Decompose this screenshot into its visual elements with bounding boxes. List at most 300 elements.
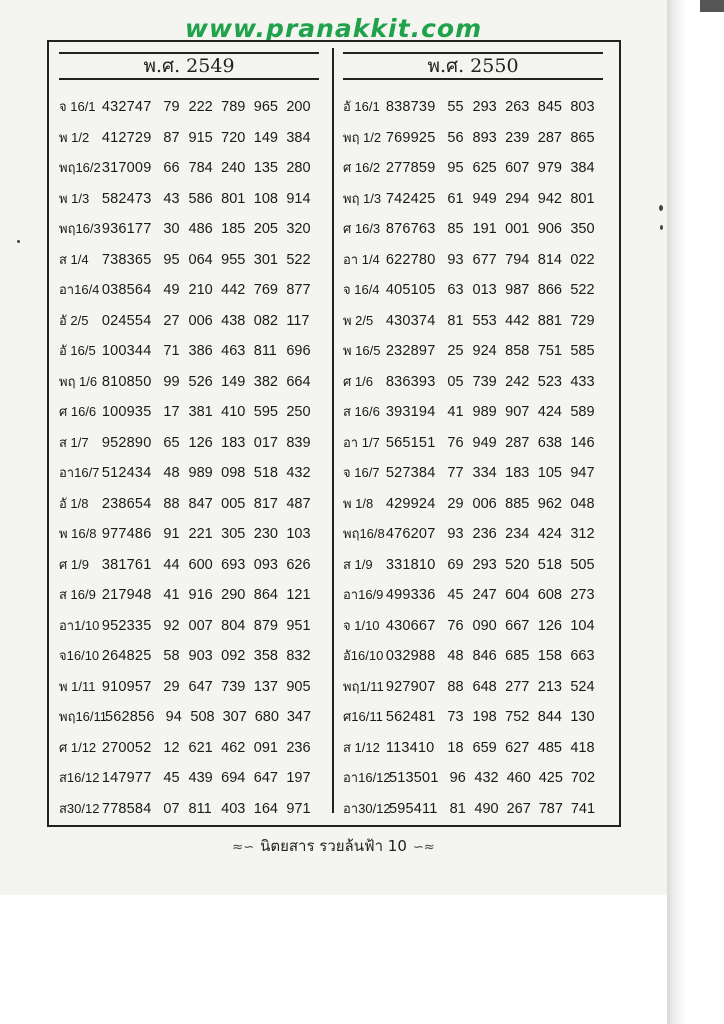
table-row [343,336,603,367]
first-prize: 232897 [385,343,436,359]
draw-date: ส 16/6 [343,404,380,419]
first-prize: 432747 [101,99,152,115]
last-two-digits: 85 [447,221,464,237]
back-three-1: 108 [253,190,278,207]
front-three-2: 667 [505,617,530,634]
back-three-1: 647 [253,770,278,786]
last-two-digits: 65 [163,434,180,451]
front-three-1: 811 [188,800,212,817]
last-two-digits: 91 [163,526,180,542]
back-three-2: 905 [286,678,311,695]
front-three-2: 240 [221,160,246,176]
front-three-2: 263 [505,99,530,115]
draw-date: ศ 1/9 [59,556,89,572]
front-three-1: 949 [472,190,497,207]
watermark[interactable]: www.pranakkit.com [184,14,483,43]
front-three-2: 462 [221,739,246,756]
front-three-2: 739 [221,678,246,695]
front-three-1: 247 [472,587,497,603]
front-three-1: 013 [472,282,497,298]
front-three-2: 955 [221,251,246,268]
table-row [59,519,319,550]
back-three-2: 130 [570,709,595,725]
front-three-2: 520 [505,556,530,573]
draw-date: พ 1/8 [343,495,374,511]
table-row [343,428,603,459]
back-three-2: 104 [570,617,595,634]
ornament-swirl-icon: ∽≈ [412,840,435,855]
last-two-digits: 48 [447,648,464,664]
front-three-1: 236 [472,526,497,542]
first-prize: 277859 [385,160,436,176]
first-prize: 582473 [101,190,152,207]
draw-date: จ 16/4 [343,282,380,297]
front-three-1: 222 [188,99,213,115]
back-three-2: 146 [570,434,595,451]
table-row [59,153,319,184]
results-rows [59,92,319,824]
first-prize: 429924 [385,495,436,512]
back-three-1: 424 [537,526,562,542]
results-column-2550 [343,52,603,824]
front-three-2: 403 [221,800,246,817]
front-three-1: 846 [472,648,497,664]
back-three-2: 121 [286,587,311,603]
first-prize: 952890 [101,434,152,451]
back-three-2: 914 [286,190,311,207]
front-three-1: 490 [474,800,499,817]
last-two-digits: 81 [447,312,464,329]
table-row [343,763,603,794]
front-three-1: 432 [474,770,499,786]
back-three-1: 091 [253,739,278,756]
front-three-1: 064 [188,251,213,268]
draw-date: อั 16/5 [59,343,96,358]
back-three-2: 524 [570,678,595,695]
back-three-2: 350 [570,221,595,237]
last-two-digits: 18 [447,739,464,756]
last-two-digits: 56 [447,129,464,146]
front-three-1: 989 [188,465,213,481]
last-two-digits: 25 [447,343,464,359]
last-two-digits: 49 [163,282,180,298]
front-three-1: 126 [188,434,213,451]
last-two-digits: 81 [449,800,466,817]
draw-date: ศ16/11 [343,709,383,724]
back-three-2: 103 [286,526,311,542]
front-three-1: 293 [472,99,497,115]
draw-date: จ 16/7 [343,465,380,480]
front-three-2: 463 [221,343,246,359]
draw-date: ส 1/12 [343,739,380,755]
table-row [59,672,319,703]
front-three-1: 007 [188,617,213,634]
front-three-2: 885 [505,495,530,512]
footer [0,834,667,858]
back-three-2: 585 [570,343,595,359]
front-three-2: 267 [506,800,531,817]
first-prize: 412729 [101,129,152,146]
first-prize: 238654 [101,495,152,512]
table-row [59,336,319,367]
front-three-2: 752 [505,709,530,725]
back-three-1: 137 [253,678,278,695]
first-prize: 527384 [385,465,436,481]
front-three-2: 794 [505,251,530,268]
first-prize: 270052 [101,739,152,756]
back-three-1: 105 [537,465,562,481]
front-three-1: 006 [472,495,497,512]
draw-date: อา 1/4 [343,251,380,267]
back-three-1: 017 [253,434,278,451]
back-three-1: 769 [253,282,278,298]
last-two-digits: 76 [447,434,464,451]
first-prize: 595411 [389,800,438,817]
draw-date: ศ 16/2 [343,160,381,175]
back-three-2: 273 [570,587,595,603]
last-two-digits: 48 [163,465,180,481]
back-three-1: 082 [253,312,278,329]
back-three-2: 384 [286,129,311,146]
last-two-digits: 94 [165,709,182,725]
front-three-2: 442 [505,312,530,329]
back-three-1: 680 [254,709,279,725]
front-three-1: 648 [472,678,497,695]
front-three-1: 198 [472,709,497,725]
first-prize: 562481 [385,709,436,725]
draw-date: อั 2/5 [59,312,89,328]
last-two-digits: 69 [447,556,464,573]
back-three-1: 382 [253,373,278,390]
back-three-2: 048 [570,495,595,512]
last-two-digits: 79 [163,99,180,115]
table-row [59,306,319,337]
back-three-2: 801 [570,190,595,207]
draw-date: อา1/10 [59,617,100,633]
last-two-digits: 71 [163,343,180,359]
back-three-1: 866 [537,282,562,298]
front-three-2: 149 [221,373,246,390]
back-three-2: 696 [286,343,311,359]
front-three-1: 989 [472,404,497,420]
last-two-digits: 41 [163,587,180,603]
back-three-2: 200 [286,99,311,115]
last-two-digits: 63 [447,282,464,298]
draw-date: พ 16/5 [343,343,381,358]
table-row [59,245,319,276]
first-prize: 927907 [385,678,436,695]
table-row [59,611,319,642]
first-prize: 113410 [385,739,435,756]
back-three-2: 663 [570,648,595,664]
front-three-2: 183 [505,465,530,481]
column-divider [332,48,334,813]
front-three-2: 685 [505,648,530,664]
back-three-2: 280 [286,160,311,176]
back-three-1: 811 [253,343,277,359]
first-prize: 622780 [385,251,436,268]
back-three-2: 505 [570,556,595,573]
back-three-1: 751 [537,343,562,359]
table-row [59,580,319,611]
back-three-2: 522 [286,251,311,268]
back-three-1: 523 [537,373,562,390]
front-three-2: 183 [221,434,246,451]
last-two-digits: 07 [163,800,180,817]
back-three-2: 971 [286,800,311,817]
table-row [59,184,319,215]
last-two-digits: 61 [447,190,464,207]
draw-date: อา16/12 [343,770,391,785]
draw-date: ส30/12 [59,800,100,816]
draw-date: ส 1/4 [59,251,89,267]
table-row [343,153,603,184]
table-row [59,214,319,245]
table-row [59,489,319,520]
back-three-2: 522 [570,282,595,298]
draw-date: พ 1/11 [59,678,96,694]
table-row [343,672,603,703]
table-row [343,611,603,642]
back-three-2: 877 [286,282,311,298]
first-prize: 778584 [101,800,152,817]
draw-date: พ 16/8 [59,526,97,541]
scan-speck [17,240,20,243]
table-row [343,397,603,428]
front-three-2: 092 [221,648,246,664]
front-three-2: 801 [221,190,246,207]
last-two-digits: 93 [447,251,464,268]
back-three-2: 839 [286,434,311,451]
first-prize: 038564 [101,282,152,298]
first-prize: 810850 [101,373,152,390]
draw-date: ส 1/7 [59,434,89,450]
back-three-1: 135 [253,160,278,176]
draw-date: พฤ16/8 [343,526,385,541]
last-two-digits: 41 [447,404,464,420]
table-row [343,550,603,581]
back-three-2: 664 [286,373,311,390]
back-three-1: 595 [253,404,278,420]
back-three-2: 741 [570,800,596,817]
table-row [343,306,603,337]
table-row [343,367,603,398]
back-three-1: 425 [538,770,563,786]
page-edge-mark [700,0,724,12]
table-row [343,794,603,825]
back-three-2: 626 [286,556,311,573]
draw-date: ศ 16/6 [59,404,97,419]
draw-date: อั16/10 [343,648,384,663]
front-three-2: 438 [221,312,246,329]
draw-date: ส16/12 [59,770,100,785]
first-prize: 100344 [101,343,152,359]
front-three-1: 739 [472,373,497,390]
table-row [59,763,319,794]
back-three-2: 947 [570,465,595,481]
front-three-1: 386 [188,343,213,359]
front-three-1: 949 [472,434,497,451]
first-prize: 405105 [385,282,436,298]
table-row [59,550,319,581]
back-three-1: 979 [537,160,562,176]
last-two-digits: 88 [447,678,464,695]
front-three-2: 287 [505,434,530,451]
table-row [59,397,319,428]
back-three-2: 312 [570,526,595,542]
front-three-1: 600 [188,556,213,573]
table-row [59,367,319,398]
back-three-1: 358 [253,648,278,664]
first-prize: 499336 [385,587,436,603]
front-three-2: 234 [505,526,530,542]
front-three-1: 293 [472,556,497,573]
draw-date: ส 1/9 [343,556,373,572]
table-row [59,458,319,489]
draw-date: จ16/10 [59,648,100,663]
table-row [59,275,319,306]
back-three-1: 485 [537,739,562,756]
back-three-2: 320 [286,221,311,237]
back-three-1: 906 [537,221,562,237]
last-two-digits: 43 [163,190,180,207]
draw-date: อั 16/1 [343,99,380,114]
back-three-1: 942 [537,190,562,207]
last-two-digits: 45 [163,770,180,786]
last-two-digits: 29 [163,678,180,695]
results-rows [343,92,603,824]
front-three-2: 804 [221,617,246,634]
last-two-digits: 73 [447,709,464,725]
last-two-digits: 44 [163,556,180,573]
first-prize: 977486 [101,526,152,542]
back-three-2: 803 [570,99,595,115]
table-row [59,641,319,672]
draw-date: จ 1/10 [343,617,380,633]
front-three-1: 210 [188,282,213,298]
draw-date: พฤ 1/2 [343,129,382,145]
draw-date: พฤ16/2 [59,160,101,175]
last-two-digits: 95 [447,160,464,176]
back-three-2: 589 [570,404,595,420]
back-three-1: 608 [537,587,562,603]
first-prize: 742425 [385,190,436,207]
draw-date: จ 16/1 [59,99,96,114]
footer-text: นิตยสาร รวยล้นฟ้า 10 [260,837,407,855]
first-prize: 100935 [101,404,152,420]
table-row [343,214,603,245]
front-three-2: 460 [506,770,531,786]
results-table-frame [47,40,621,827]
draw-date: พฤ 1/6 [59,373,98,389]
front-three-1: 903 [188,648,213,664]
last-two-digits: 99 [163,373,180,390]
scan-speck [660,225,663,230]
last-two-digits: 93 [447,526,464,542]
front-three-2: 694 [221,770,246,786]
table-row [59,702,319,733]
first-prize: 331810 [385,556,436,573]
front-three-2: 442 [221,282,246,298]
draw-date: อา30/12 [343,800,391,816]
back-three-2: 487 [286,495,311,512]
back-three-1: 965 [253,99,278,115]
back-three-2: 347 [286,709,312,725]
back-three-2: 729 [570,312,595,329]
back-three-1: 126 [537,617,562,634]
table-row [59,794,319,825]
back-three-2: 197 [286,770,311,786]
first-prize: 476207 [385,526,436,542]
front-three-1: 784 [188,160,213,176]
back-three-1: 149 [253,129,278,146]
last-two-digits: 55 [447,99,464,115]
page-edge-shadow [667,0,724,1024]
back-three-2: 418 [570,739,595,756]
last-two-digits: 12 [163,739,180,756]
results-column-2549 [59,52,319,824]
back-three-1: 864 [253,587,278,603]
table-row [59,92,319,123]
front-three-1: 659 [472,739,497,756]
back-three-2: 236 [286,739,311,756]
back-three-1: 879 [253,617,278,634]
last-two-digits: 17 [163,404,180,420]
draw-date: อา 1/7 [343,434,380,450]
front-three-1: 621 [188,739,213,756]
first-prize: 264825 [101,648,152,664]
front-three-1: 090 [472,617,497,634]
front-three-1: 334 [472,465,497,481]
back-three-1: 230 [253,526,278,542]
last-two-digits: 58 [163,648,180,664]
first-prize: 147977 [101,770,152,786]
back-three-2: 832 [286,648,311,664]
back-three-1: 213 [537,678,562,695]
table-row [343,702,603,733]
back-three-1: 301 [253,251,278,268]
front-three-1: 647 [188,678,213,695]
back-three-1: 845 [537,99,562,115]
table-row [343,275,603,306]
back-three-1: 844 [537,709,562,725]
front-three-1: 847 [188,495,213,512]
front-three-2: 305 [221,526,246,542]
table-row [59,733,319,764]
back-three-2: 702 [570,770,596,786]
last-two-digits: 05 [447,373,464,390]
front-three-2: 098 [221,465,246,481]
first-prize: 562856 [105,709,155,725]
front-three-1: 381 [188,404,213,420]
front-three-2: 627 [505,739,530,756]
draw-date: พฤ16/11 [59,709,108,724]
back-three-2: 384 [570,160,595,176]
table-row [343,641,603,672]
first-prize: 317009 [101,160,152,176]
draw-date: ศ 16/3 [343,221,381,236]
first-prize: 512434 [101,465,152,481]
first-prize: 769925 [385,129,436,146]
table-row [343,519,603,550]
front-three-2: 410 [221,404,246,420]
front-three-2: 005 [221,495,246,512]
table-row [59,428,319,459]
back-three-1: 638 [537,434,562,451]
table-row [343,580,603,611]
first-prize: 876763 [385,221,436,237]
back-three-1: 093 [253,556,278,573]
